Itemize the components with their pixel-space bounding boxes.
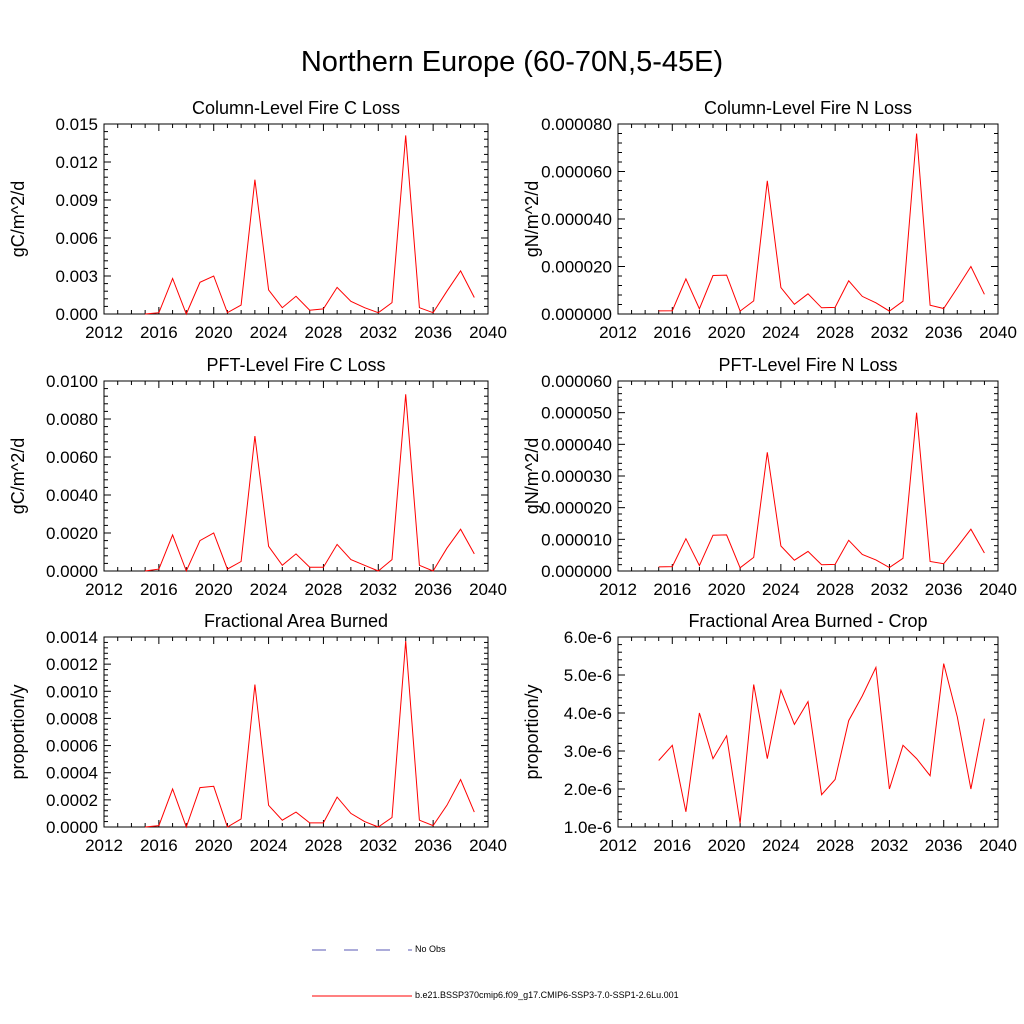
legend-model-label: b.e21.BSSP370cmip6.f09_g17.CMIP6-SSP3-7.0-SSP1-2.6Lu.001 [415,990,679,1000]
series-line [145,394,474,571]
x-tick-label: 2012 [599,836,637,855]
x-tick-label: 2020 [707,580,746,599]
x-tick-label: 2028 [304,836,343,855]
y-tick-label: 0.000060 [541,162,612,182]
y-axis-label: proportion/y [522,684,542,780]
y-tick-label: 0.0080 [46,410,98,429]
series-line [145,135,474,314]
x-tick-label: 2036 [924,836,963,855]
x-tick-label: 2024 [761,836,800,855]
x-tick-label: 2012 [85,580,123,599]
chart-panel-5 [8,611,507,855]
x-tick-label: 2024 [761,580,800,599]
x-tick-label: 2032 [870,580,909,599]
x-tick-label: 2032 [870,836,909,855]
x-tick-label: 2036 [414,836,453,855]
y-tick-label: 0.000010 [541,530,612,550]
x-tick-label: 2040 [979,580,1017,599]
plot-frame [104,637,488,827]
series-line [659,134,985,312]
x-tick-label: 2012 [85,836,123,855]
y-tick-label: 0.0008 [46,709,98,729]
y-tick-label: 0.000080 [541,115,612,134]
y-tick-label: 0.0040 [46,486,98,505]
y-tick-label: 0.000000 [541,305,612,324]
y-tick-label: 4.0e-6 [563,704,612,723]
x-tick-label: 2036 [924,580,963,599]
series-line [659,413,985,568]
plot-frame [618,637,998,827]
panel-title: Column-Level Fire N Loss [703,98,913,118]
y-tick-label: 0.0012 [46,655,98,675]
y-tick-label: 0.0002 [46,790,98,810]
x-tick-label: 2040 [469,323,507,342]
y-tick-label: 0.000030 [541,467,612,486]
panel-title: PFT-Level Fire N Loss [718,355,898,375]
x-tick-label: 2020 [194,323,233,342]
y-tick-label: 0.0010 [46,682,98,702]
x-tick-label: 2032 [359,836,398,855]
x-tick-label: 2020 [194,580,233,599]
y-tick-label: 0.0006 [46,736,98,756]
x-tick-label: 2012 [85,323,123,342]
plot-frame [618,124,998,314]
x-tick-label: 2028 [304,323,343,342]
plot-frame [104,381,488,571]
x-tick-label: 2016 [653,580,692,599]
x-tick-label: 2036 [414,323,453,342]
y-axis-label: gN/m^2/d [522,437,542,515]
y-tick-label: 0.000000 [541,562,612,581]
plot-frame [104,124,488,314]
x-tick-label: 2016 [139,836,178,855]
y-tick-label: 0.006 [55,229,98,248]
x-tick-label: 2024 [249,836,288,855]
x-tick-label: 2024 [249,580,288,599]
x-tick-label: 2032 [870,323,909,342]
y-tick-label: 5.0e-6 [563,666,612,685]
x-tick-label: 2024 [249,323,288,342]
x-tick-label: 2020 [194,836,233,855]
y-tick-label: 0.000060 [541,372,612,391]
y-tick-label: 0.000020 [541,498,612,518]
x-tick-label: 2016 [139,323,178,342]
x-tick-label: 2036 [924,323,963,342]
y-tick-label: 0.0100 [46,372,98,391]
x-tick-label: 2012 [599,580,637,599]
y-axis-label: gC/m^2/d [8,180,28,258]
x-tick-label: 2040 [979,323,1017,342]
y-tick-label: 0.000040 [541,210,612,229]
x-tick-label: 2020 [707,323,746,342]
page-title: Northern Europe (60-70N,5-45E) [300,46,724,78]
y-tick-label: 2.0e-6 [563,780,612,799]
y-tick-label: 0.003 [55,267,98,286]
y-axis-label: gC/m^2/d [8,437,28,515]
legend-obs-label: No Obs [415,944,446,954]
x-tick-label: 2036 [414,580,453,599]
panel-title: Column-Level Fire C Loss [191,98,401,118]
panel-title: Fractional Area Burned [203,611,389,631]
x-tick-label: 2040 [979,836,1017,855]
y-tick-label: 1.0e-6 [563,818,612,837]
y-tick-label: 6.0e-6 [563,628,612,647]
x-tick-label: 2032 [359,580,398,599]
x-tick-label: 2028 [304,580,343,599]
x-tick-label: 2024 [761,323,800,342]
x-tick-label: 2028 [816,580,855,599]
panel-title: PFT-Level Fire C Loss [206,355,386,375]
y-tick-label: 0.009 [55,191,98,210]
x-tick-label: 2016 [653,323,692,342]
x-tick-label: 2040 [469,836,507,855]
y-tick-label: 0.0000 [46,562,98,581]
series-line [145,641,474,827]
x-tick-label: 2040 [469,580,507,599]
chart-panel-2 [522,98,1017,342]
x-tick-label: 2012 [599,323,637,342]
y-tick-label: 0.000050 [541,403,612,423]
series-line [659,664,985,824]
x-tick-label: 2028 [816,836,855,855]
x-tick-label: 2032 [359,323,398,342]
y-tick-label: 0.0014 [46,628,98,647]
y-axis-label: proportion/y [8,684,28,780]
chart-panel-4 [522,355,1017,599]
y-tick-label: 3.0e-6 [563,742,612,761]
y-tick-label: 0.0060 [46,448,98,467]
chart-panel-3 [8,355,507,599]
y-tick-label: 0.0020 [46,524,98,543]
y-tick-label: 0.012 [55,153,98,172]
y-tick-label: 0.0004 [46,763,98,783]
x-tick-label: 2016 [139,580,178,599]
y-axis-label: gN/m^2/d [522,180,542,258]
x-tick-label: 2020 [707,836,746,855]
y-tick-label: 0.0000 [46,818,98,837]
y-tick-label: 0.015 [55,115,98,134]
chart-panel-6 [522,611,1017,855]
chart-panel-1 [8,98,507,342]
x-tick-label: 2016 [653,836,692,855]
panel-title: Fractional Area Burned - Crop [688,611,928,631]
x-tick-label: 2028 [816,323,855,342]
y-tick-label: 0.000 [55,305,98,324]
plot-frame [618,381,998,571]
y-tick-label: 0.000020 [541,257,612,277]
y-tick-label: 0.000040 [541,435,612,455]
